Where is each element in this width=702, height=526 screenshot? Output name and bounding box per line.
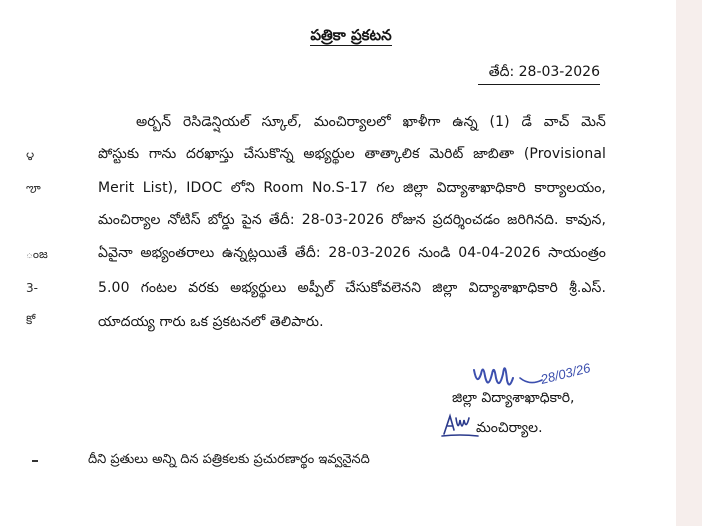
document-date: తేదీ: 28-03-2026 [478, 64, 600, 85]
signatory-title: జిల్లా విద్యాశాఖాధికారి, [452, 390, 575, 406]
body-line: అర్బన్ రెసిడెన్షియల్ స్కూల్, మంచిర్యాలలో ఖాళీగా ఉన్న (1) డే వాచ్ మెన్ [136, 114, 606, 130]
initials-icon [440, 412, 480, 438]
body-line: Merit List), IDOC లోని Room No.S-17 గల జిల్లా విద్యాశాఖాధికారి కార్యాలయం, [98, 180, 606, 196]
margin-fragment: ౡ [26, 181, 41, 195]
body-line: పోస్టుకు గాను దరఖాస్తు చేసుకొన్న అభ్యర్థుల తాత్కాలిక మెరిట్ జాబితా (Provisional [98, 146, 606, 162]
signature-date: 28/03/26 [539, 360, 592, 387]
document-title [0, 26, 702, 48]
signatory-place: మంచిర్యాల. [476, 420, 543, 436]
body-line: యాదయ్య గారు ఒక ప్రకటనలో తెలిపారు. [98, 314, 324, 330]
page-edge-strip [676, 0, 702, 526]
document-title-text: పత్రికా ప్రకటన [310, 26, 392, 44]
body-line: మంచిర్యాల నోటిస్ బోర్డు పైన తేదీ: 28-03-2026 రోజున ప్రదర్శించడం జరిగినది. కావున, [98, 212, 606, 228]
margin-fragment: ౪ [26, 149, 35, 163]
margin-fragment: ంజ [26, 247, 48, 261]
body-line: ఏవైనా అభ్యంతరాలు ఉన్నట్లయితే తేదీ: 28-03-2026 నుండి 04-04-2026 సాయంత్రం [98, 245, 606, 261]
margin-fragment: 3- [26, 281, 38, 295]
footer-note: దీని ప్రతులు అన్ని దిన పత్రికలకు ప్రచురణార్థం ఇవ్వనైనది [88, 452, 370, 467]
margin-fragment: కో [26, 313, 36, 327]
body-line: 5.00 గంటల వరకు అభ్యర్థులు అప్పీల్ చేసుకోవలెనని జిల్లా విద్యాశాఖాధికారి శ్రీ.ఎస్. [98, 280, 606, 296]
margin-dash [32, 460, 38, 462]
